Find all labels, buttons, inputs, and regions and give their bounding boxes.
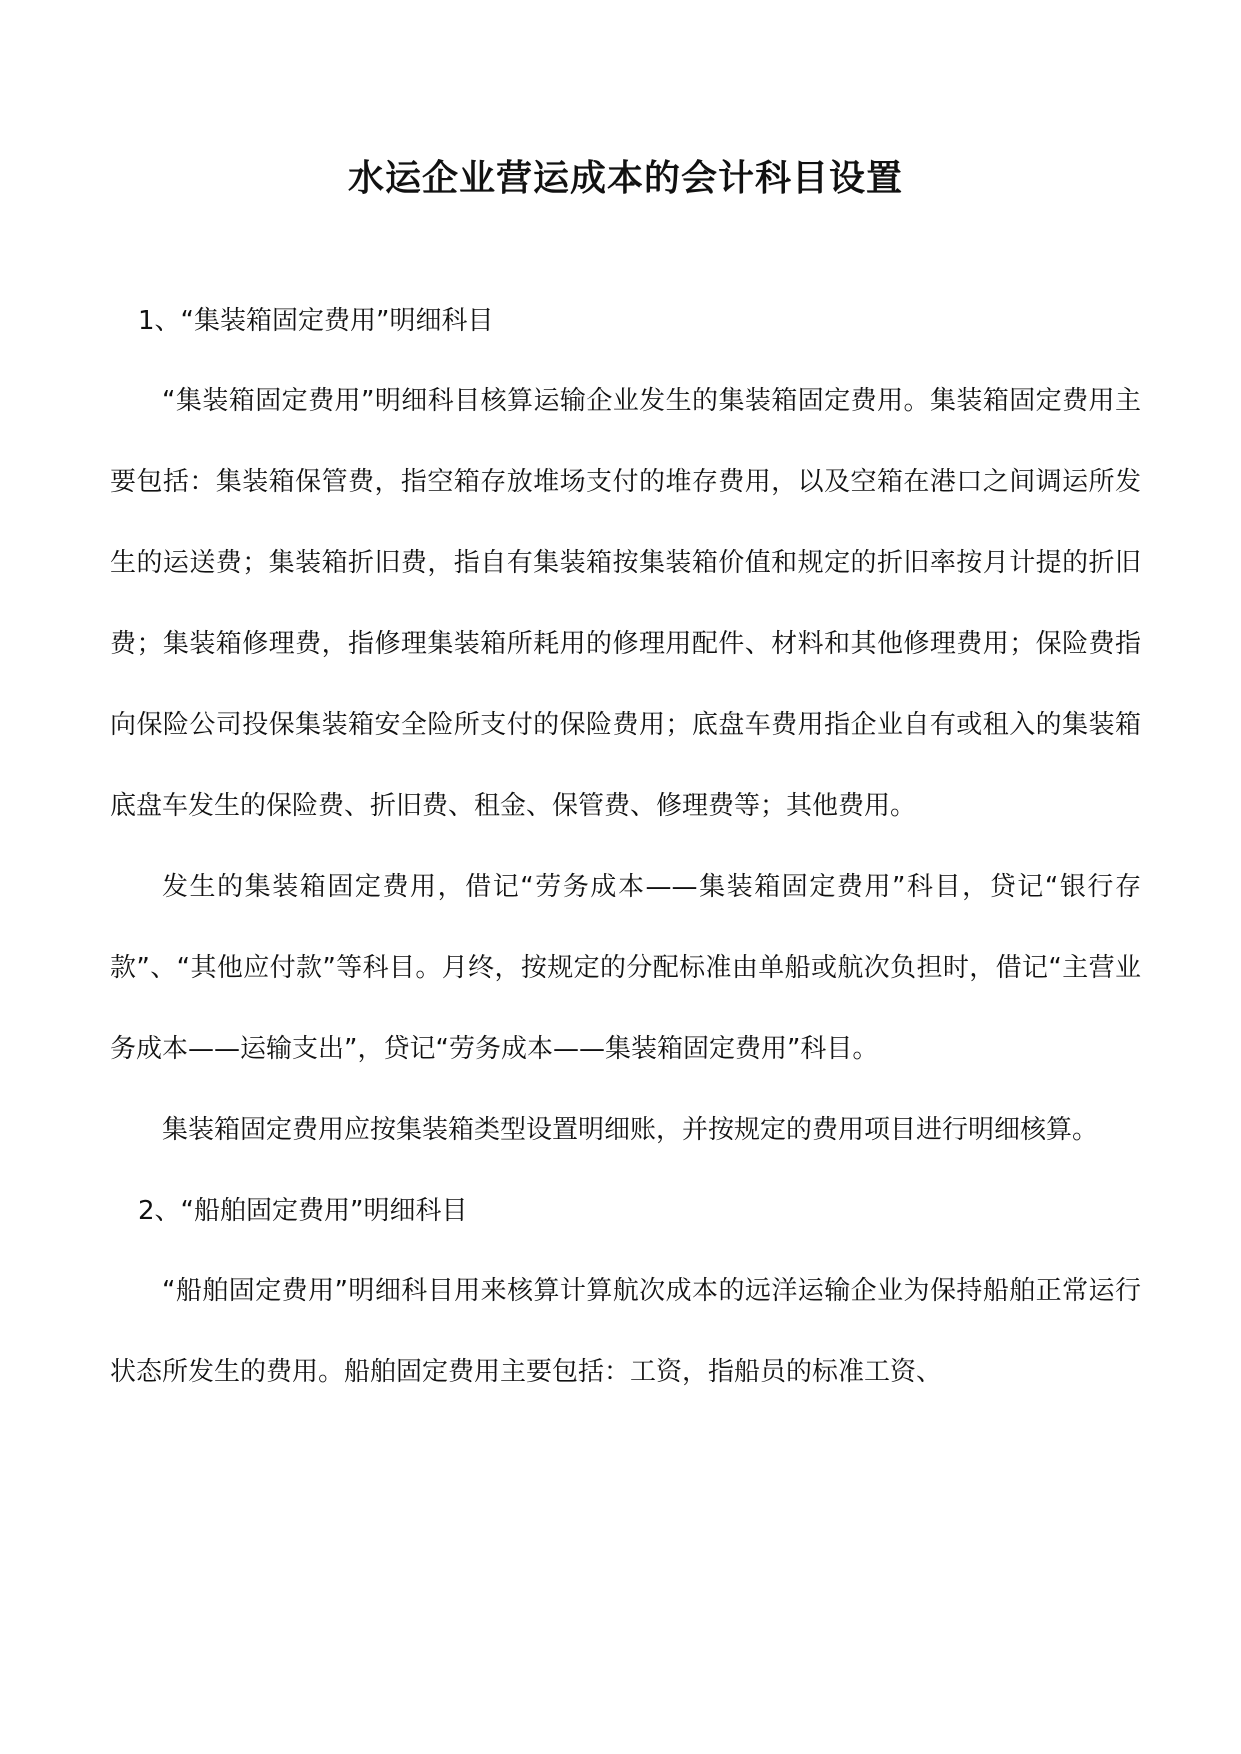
section-2 [110,1171,1141,1413]
section-1 [110,281,1141,1171]
paragraph: 集装箱固定费用应按集装箱类型设置明细账，并按规定的费用项目进行明细核算。 [162,1115,1099,1145]
paragraph: “船舶固定费用”明细科目用来核算计算航次成本的远洋运输企业为保持船舶正常运行状态所发生的费用。船舶固定费用主要包括：工资，指船员的标准工资、 [110,1276,1141,1387]
paragraph: “集装箱固定费用”明细科目核算运输企业发生的集装箱固定费用。集装箱固定费用主要包括：集装箱保管费，指空箱存放堆场支付的堆存费用，以及空箱在港口之间调运所发生的运送费；集装箱折旧费，指自有集装箱按集装箱价值和规定的折旧率按月计提的折旧费；集装箱修理费，指修理集装箱所耗用的修理用配件、材料和其他修理费用；保险费指向保险公司投保集装箱安全险所支付的保险费用；底盘车费用指企业自有或租入的集装箱底盘车发生的保险费、折旧费、租金、保管费、修理费等；其他费用。 [110,386,1141,821]
section-heading: 2、“船舶固定费用”明细科目 [138,1196,468,1226]
paragraph: 发生的集装箱固定费用，借记“劳务成本——集装箱固定费用”科目，贷记“银行存款”、“其他应付款”等科目。月终，按规定的分配标准由单船或航次负担时，借记“主营业务成本——运输支出”，贷记“劳务成本——集装箱固定费用”科目。 [110,872,1141,1064]
section-heading: 1、“集装箱固定费用”明细科目 [138,306,494,336]
document-title: 水运企业营运成本的会计科目设置 [347,157,903,199]
